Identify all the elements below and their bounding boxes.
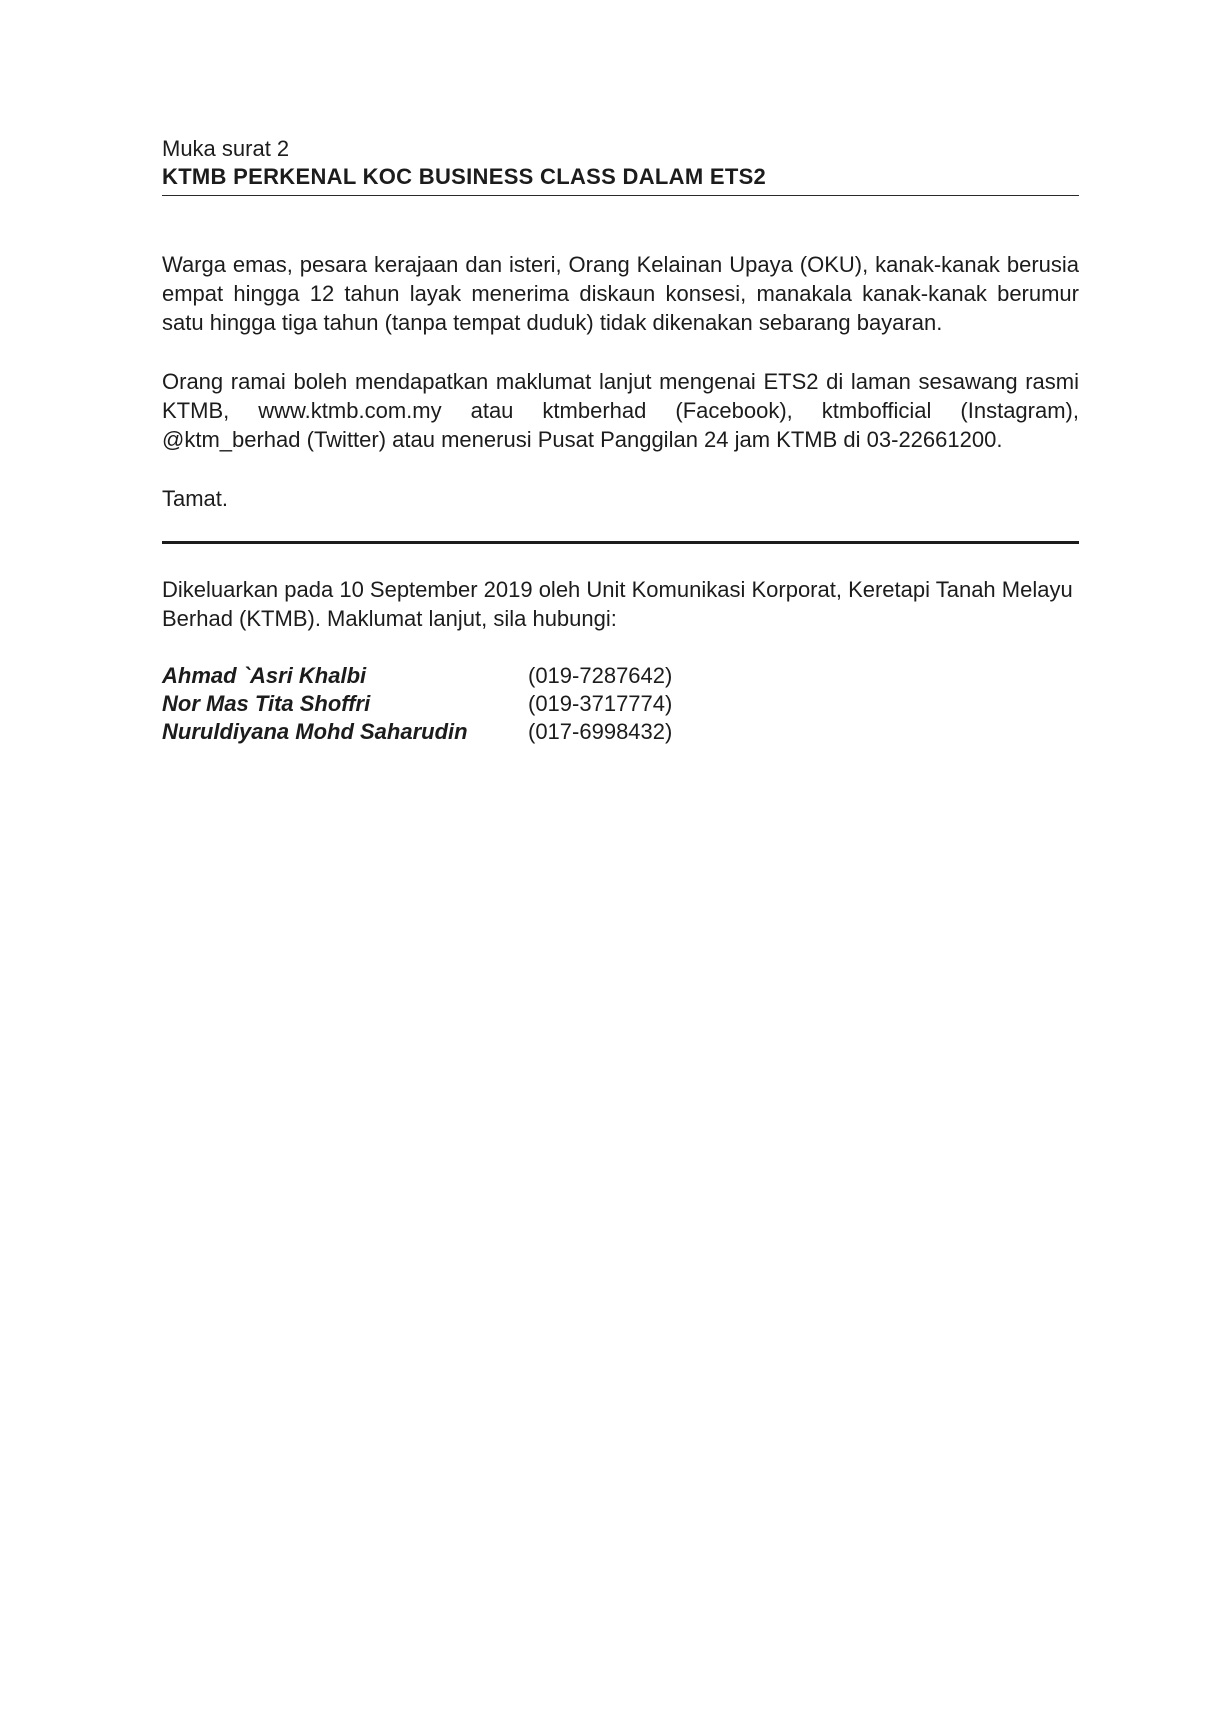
contact-name: Ahmad `Asri Khalbi: [162, 663, 367, 688]
page-content: [162, 135, 1079, 746]
issued-statement: Dikeluarkan pada 10 September 2019 oleh Unit Komunikasi Korporat, Keretapi Tanah Melayu Berhad (KTMB). Maklumat lanjut, sila hubungi:: [162, 577, 1073, 631]
ending-mark: Tamat.: [162, 486, 229, 511]
contact-row: [162, 662, 672, 690]
contact-phone: (017-6998432): [528, 719, 673, 744]
title-underline: [162, 195, 1079, 196]
page-number: Muka surat 2: [162, 136, 290, 161]
contact-phone: (019-7287642): [528, 663, 673, 688]
contact-list: [162, 662, 672, 746]
contact-row: [162, 718, 672, 746]
contact-phone: (019-3717774): [528, 691, 673, 716]
contact-row: [162, 690, 672, 718]
contact-name: Nor Mas Tita Shoffri: [162, 691, 371, 716]
paragraph-concession: Warga emas, pesara kerajaan dan isteri, Orang Kelainan Upaya (OKU), kanak-kanak berusia empat hingga 12 tahun layak menerima diskaun konsesi, manakala kanak-kanak berumur satu hingga tiga tahun (tanpa tempat duduk) tidak dikenakan sebarang bayaran.: [162, 252, 1079, 335]
contact-name: Nuruldiyana Mohd Saharudin: [162, 719, 468, 744]
section-divider: [162, 541, 1079, 544]
document-title: KTMB PERKENAL KOC BUSINESS CLASS DALAM ETS2: [162, 164, 767, 189]
paragraph-info: Orang ramai boleh mendapatkan maklumat lanjut mengenai ETS2 di laman sesawang rasmi KTMB, www.ktmb.com.my atau ktmberhad (Facebook), ktmbofficial (Instagram), @ktm_berhad (Twitter) atau menerusi Pusat Panggilan 24 jam KTMB di 03-22661200.: [162, 369, 1079, 452]
